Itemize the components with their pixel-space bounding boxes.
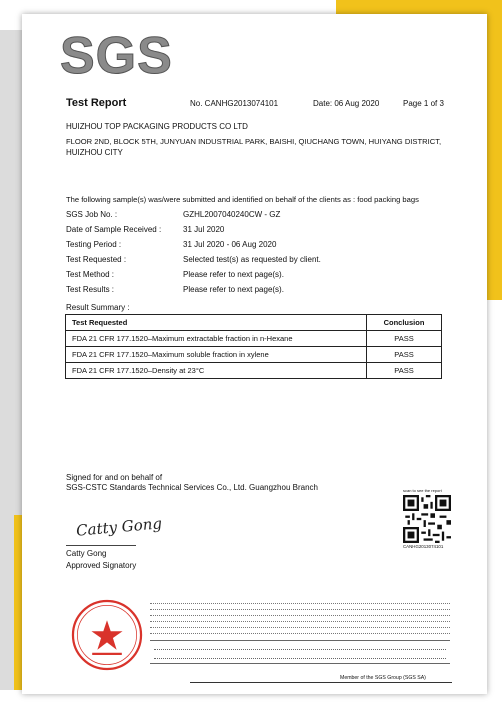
client-address-line2: HUIZHOU CITY [66,148,123,157]
signatory-role: Approved Signatory [66,561,137,570]
field-label: Test Method : [66,270,115,279]
fine-print-address-block [150,640,450,664]
signing-company: SGS-CSTC Standards Technical Services Co., Ltd. Guangzhou Branch [66,483,318,492]
signature-line [66,545,136,546]
field-value: Please refer to next page(s). [183,270,284,279]
conclusion-cell: PASS [367,331,442,347]
sgs-group-member: Member of the SGS Group (SGS SA) [340,675,426,681]
conclusion-cell: PASS [367,347,442,363]
report-date: Date: 06 Aug 2020 [313,99,380,108]
test-name-cell: FDA 21 CFR 177.1520–Maximum soluble fraction in xylene [66,347,367,363]
footer-divider [190,682,452,683]
field-label: SGS Job No. : [66,210,118,219]
column-header: Test Requested [66,315,367,331]
qr-caption-bottom: CANHG2013074101 [403,544,444,549]
field-value: 31 Jul 2020 - 06 Aug 2020 [183,240,277,249]
qr-code-icon [403,495,451,543]
report-title: Test Report [66,97,127,109]
table-header-row [66,315,442,331]
result-summary-table [65,314,442,379]
company-seal-icon [70,598,144,672]
field-label: Test Results : [66,285,115,294]
client-address-line1: FLOOR 2ND, BLOCK 5TH, JUNYUAN INDUSTRIAL PARK, BAISHI, QIUCHANG TOWN, HUIYANG DISTRICT, [66,137,442,146]
field-label: Testing Period : [66,240,122,249]
result-summary-label: Result Summary : [66,303,130,312]
field-value: 31 Jul 2020 [183,225,225,234]
handwritten-signature: Catty Gong [75,514,163,540]
sgs-logo: SGS [60,27,173,85]
report-number: No. CANHG2013074101 [190,99,279,108]
field-value: Please refer to next page(s). [183,285,284,294]
page-indicator: Page 1 of 3 [403,99,444,108]
conclusion-cell: PASS [367,363,442,379]
field-label: Test Requested : [66,255,127,264]
fine-print-terms [150,599,450,637]
table-row [66,363,442,379]
test-name-cell: FDA 21 CFR 177.1520–Density at 23°C [66,363,367,379]
signed-on-behalf: Signed for and on behalf of [66,473,163,482]
table-row [66,347,442,363]
intro-text: The following sample(s) was/were submitted and identified on behalf of the clients as : food packing bags [66,195,419,204]
signatory-name: Catty Gong [66,549,107,558]
field-value: GZHL2007040240CW - GZ [183,210,281,219]
field-value: Selected test(s) as requested by client. [183,255,321,264]
qr-caption-top: scan to see the report [403,488,442,493]
column-header: Conclusion [367,315,442,331]
client-name: HUIZHOU TOP PACKAGING PRODUCTS CO LTD [66,122,248,131]
table-row [66,331,442,347]
test-name-cell: FDA 21 CFR 177.1520–Maximum extractable fraction in n-Hexane [66,331,367,347]
field-label: Date of Sample Received : [66,225,162,234]
